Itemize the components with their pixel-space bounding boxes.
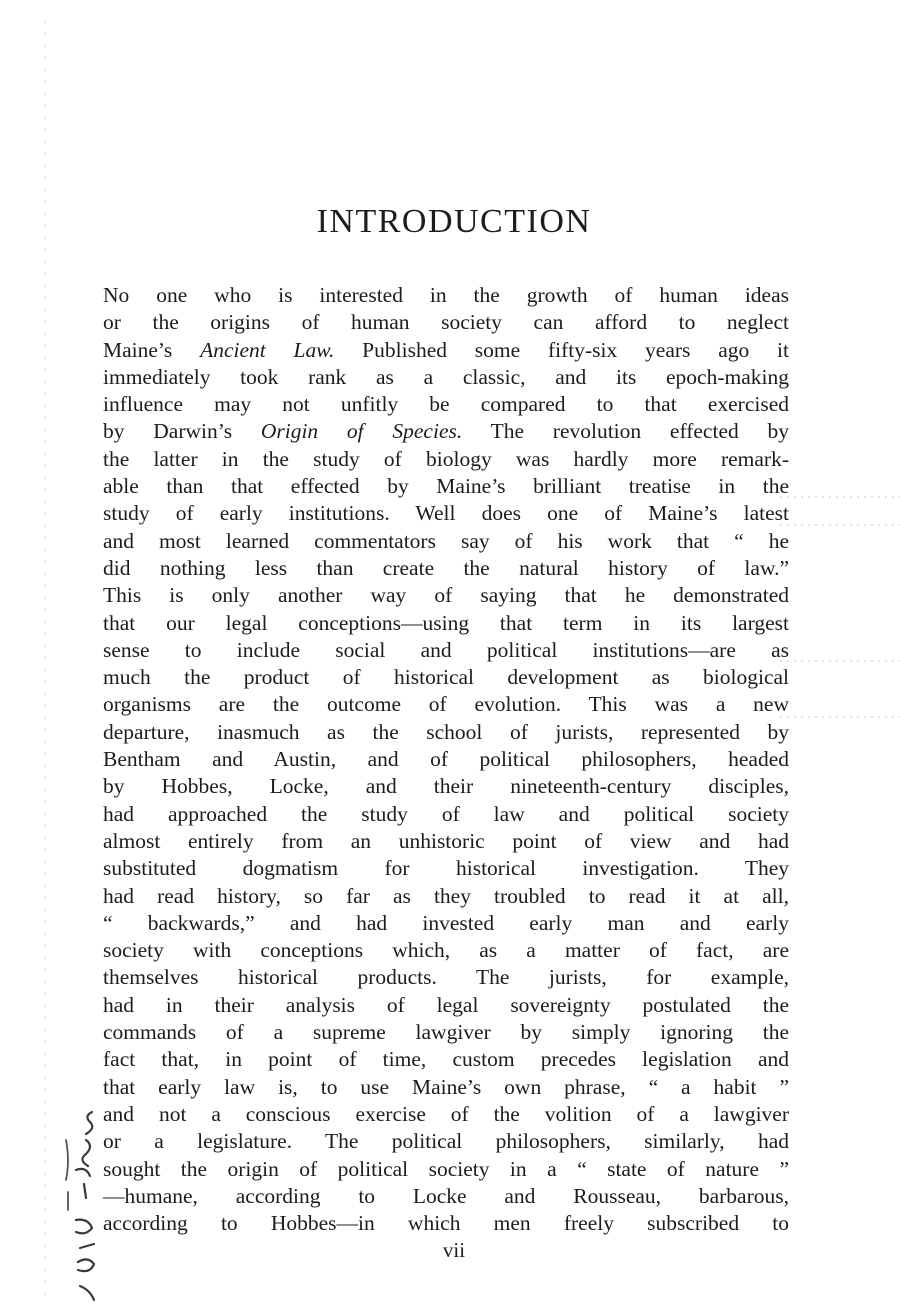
text-run: The revolution effected by: [462, 419, 789, 444]
text-line: organisms are the outcome of evolution. This was a new: [103, 692, 789, 717]
text-line: departure, inasmuch as the school of jurists, represented by: [103, 719, 789, 744]
text-line: society with conceptions which, as a matter of fact, are: [103, 938, 789, 963]
text-line: by Hobbes, Locke, and their nineteenth-century disciples,: [103, 774, 789, 799]
text-line: sense to include social and political institutions—are as: [103, 637, 789, 662]
text-line: that our legal conceptions—using that term in its largest: [103, 610, 789, 635]
margin-speck: [780, 496, 900, 498]
text-line: or a legislature. The political philosophers, similarly, had: [103, 1129, 789, 1154]
text-line: according to Hobbes—in which men freely subscribed to: [103, 1211, 789, 1236]
page-number: vii: [442, 1238, 466, 1262]
text-line: had read history, so far as they troubled to read it at all,: [103, 883, 789, 908]
text-line: had approached the study of law and political society: [103, 801, 789, 826]
text-run: Maine’s: [103, 337, 201, 362]
text-line: study of early institutions. Well does one of Maine’s latest: [103, 501, 789, 526]
text-line: and not a conscious exercise of the volition of a lawgiver: [103, 1101, 789, 1126]
text-line: influence may not unfitly be compared to that exercised: [103, 392, 789, 417]
text-run: by Darwin’s: [103, 419, 261, 444]
text-line: or the origins of human society can afford to neglect: [103, 310, 789, 335]
text-line: substituted dogmatism for historical investigation. They: [103, 856, 789, 881]
text-line: much the product of historical development as biological: [103, 665, 789, 690]
text-line: immediately took rank as a classic, and its epoch-making: [103, 364, 789, 389]
text-line: [103, 337, 789, 364]
text-line: themselves historical products. The jurists, for example,: [103, 965, 789, 990]
text-line: did nothing less than create the natural history of law.”: [103, 555, 789, 580]
text-line: able than that effected by Maine’s brilliant treatise in the: [103, 474, 789, 499]
text-line: commands of a supreme lawgiver by simply ignoring the: [103, 1020, 789, 1045]
chapter-heading: INTRODUCTION: [316, 203, 592, 240]
body-text: [103, 282, 789, 1237]
italic-title: Ancient Law.: [200, 337, 335, 362]
text-line: the latter in the study of biology was hardly more remark-: [103, 446, 789, 471]
text-line: had in their analysis of legal sovereignty postulated the: [103, 992, 789, 1017]
italic-title: Origin of Species.: [260, 419, 463, 444]
text-line: This is only another way of saying that he demonstrated: [103, 583, 789, 608]
text-line: “ backwards,” and had invested early man and early: [103, 910, 789, 935]
text-run: Published some fifty-six years ago it: [334, 337, 789, 362]
text-line: fact that, in point of time, custom precedes legislation and: [103, 1047, 789, 1072]
margin-speck: [780, 524, 900, 526]
text-line: and most learned commentators say of his work that “ he: [103, 528, 789, 553]
handwritten-margin-annotation: [62, 1100, 112, 1309]
text-line: [103, 418, 789, 445]
margin-speck: [780, 716, 900, 718]
text-line: that early law is, to use Maine’s own phrase, “ a habit ”: [103, 1074, 789, 1099]
text-line: —humane, according to Locke and Rousseau, barbarous,: [103, 1183, 789, 1208]
text-line: sought the origin of political society in a “ state of nature ”: [103, 1156, 789, 1181]
text-line: almost entirely from an unhistoric point of view and had: [103, 828, 789, 853]
text-line: No one who is interested in the growth of human ideas: [103, 283, 789, 307]
text-line: Bentham and Austin, and of political philosophers, headed: [103, 747, 789, 772]
margin-speck: [780, 660, 900, 662]
